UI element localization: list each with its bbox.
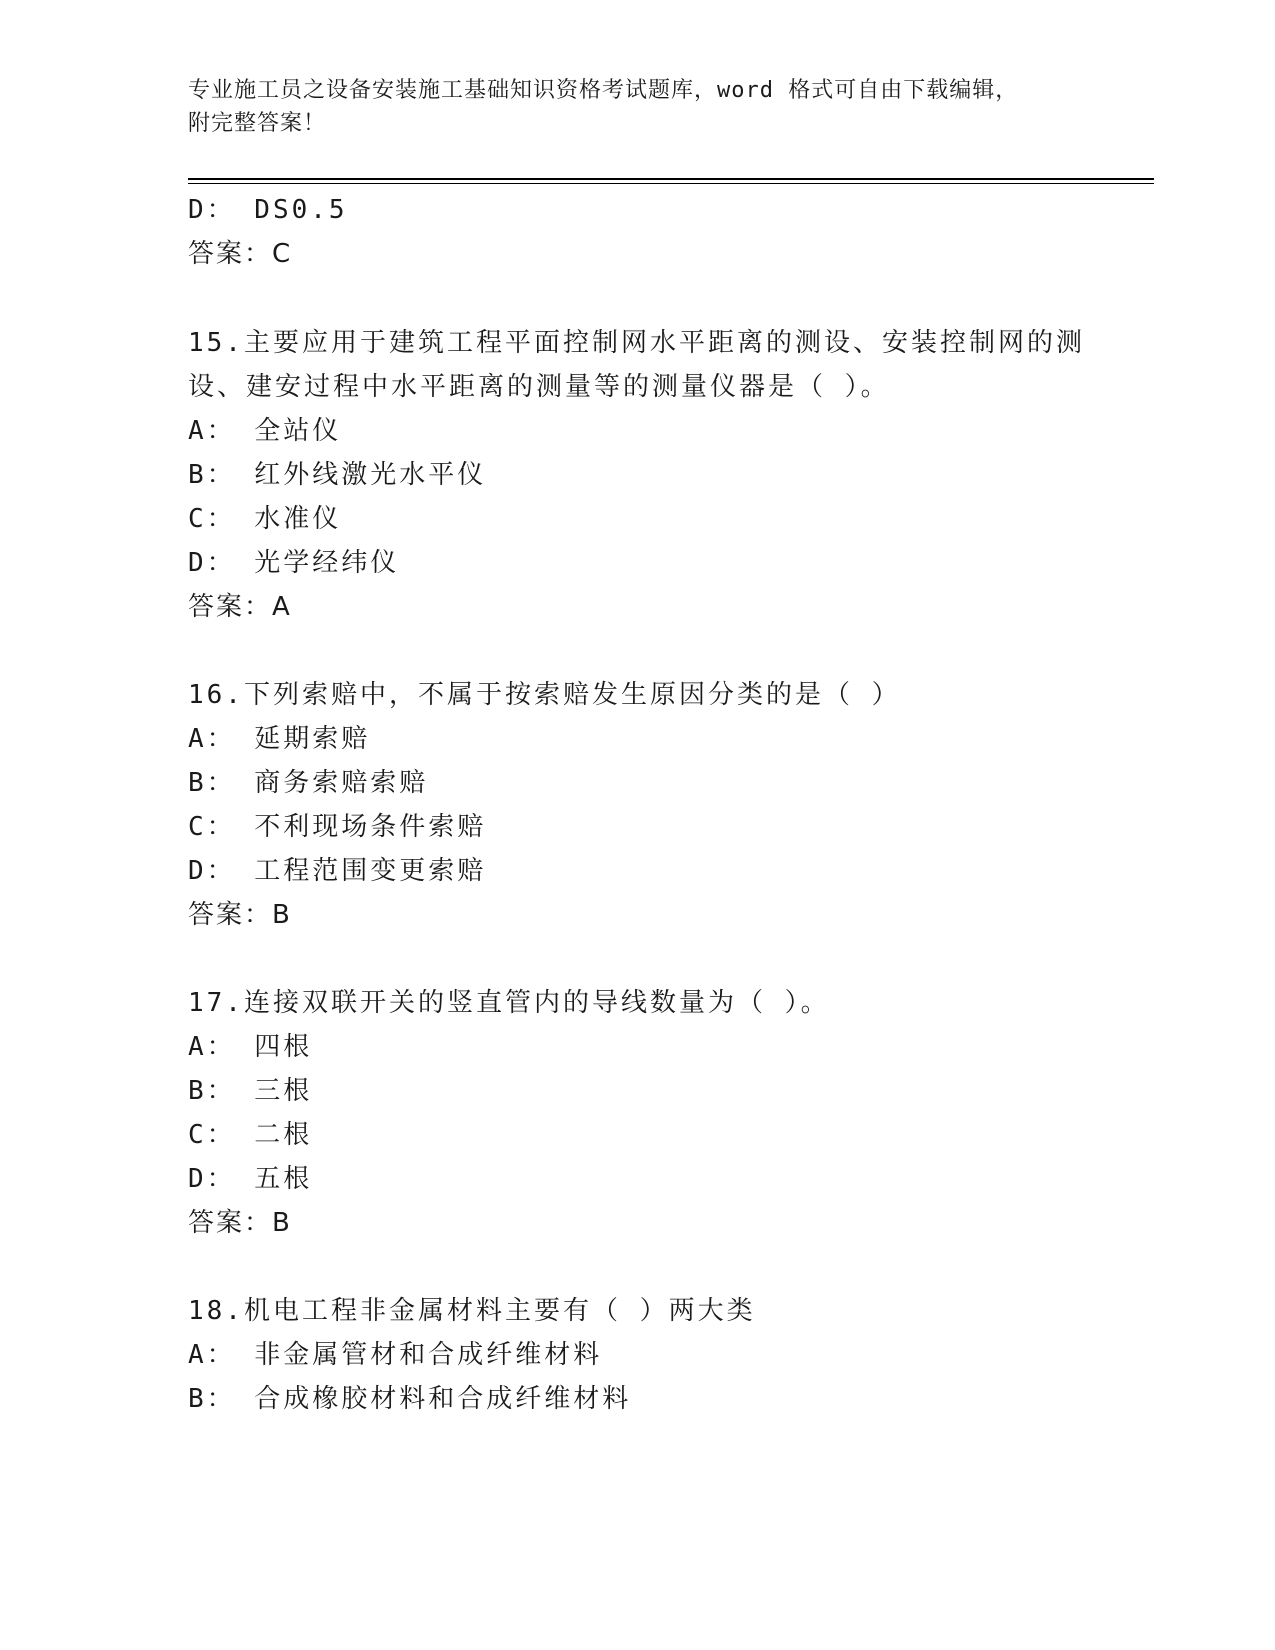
document-header [188, 74, 1088, 140]
q15-option-d: D： 光学经纬仪 [188, 548, 400, 578]
q16-answer: 答案：B [188, 900, 292, 930]
q16-stem: 16.下列索赔中，不属于按索赔发生原因分类的是（ ） [188, 680, 901, 710]
q17-answer: 答案：B [188, 1208, 292, 1238]
q16-option-c: C： 不利现场条件索赔 [188, 812, 487, 842]
q18-stem: 18.机电工程非金属材料主要有（ ）两大类 [188, 1296, 756, 1326]
q16-option-a: A： 延期索赔 [188, 724, 371, 754]
q18-option-b: B： 合成橡胶材料和合成纤维材料 [188, 1384, 632, 1414]
q17-option-b: B： 三根 [188, 1076, 313, 1106]
prev-option-d: D： DS0.5 [188, 195, 348, 225]
q16-option-d: D： 工程范围变更索赔 [188, 856, 487, 886]
q18-option-a: A： 非金属管材和合成纤维材料 [188, 1340, 603, 1370]
q17-option-d: D： 五根 [188, 1164, 313, 1194]
q17-option-a: A： 四根 [188, 1032, 313, 1062]
q15-option-c: C： 水准仪 [188, 504, 342, 534]
header-divider-thin [188, 183, 1154, 184]
header-divider-thick [188, 178, 1154, 180]
q16-option-b: B： 商务索赔索赔 [188, 768, 429, 798]
q15-option-a: A： 全站仪 [188, 416, 342, 446]
q15-answer: 答案：A [188, 592, 292, 622]
q17-option-c: C： 二根 [188, 1120, 313, 1150]
prev-answer: 答案：C [188, 239, 293, 269]
header-line-2: 附完整答案！ [188, 111, 327, 136]
q15-option-b: B： 红外线激光水平仪 [188, 460, 487, 490]
q15-stem-line-1: 15.主要应用于建筑工程平面控制网水平距离的测设、安装控制网的测 [188, 328, 1085, 358]
q15-stem-line-2: 设、建安过程中水平距离的测量等的测量仪器是（ ）。 [188, 372, 890, 402]
q17-stem: 17.连接双联开关的竖直管内的导线数量为（ ）。 [188, 988, 830, 1018]
header-line-1: 专业施工员之设备安装施工基础知识资格考试题库，word 格式可自由下载编辑， [188, 78, 1019, 103]
